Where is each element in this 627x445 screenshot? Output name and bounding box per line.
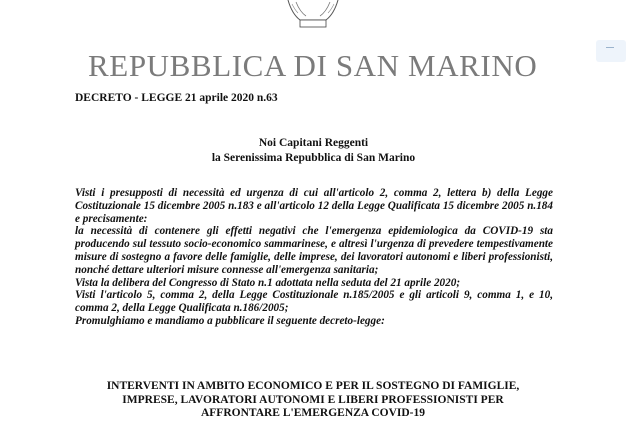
law-title-line: IMPRESE, LAVORATORI AUTONOMI E LIBERI PROFESSIONISTI PER <box>122 393 504 406</box>
reggenti-line-2: la Serenissima Repubblica di San Marino <box>211 152 416 164</box>
preamble-paragraph: la necessità di contenere gli effetti negativi che l'emergenza epidemiologica da COVID-19 sta producendo sul tessuto socio-economico sammarinese, e altresì l'urgenza di prevedere tempestivamente misure di sostegno a favore delle famiglie, delle imprese, dei lavoratori autonomi e liberi professionisti, nonché dettare ulteriori misure connesse all'emergenza sanitaria; <box>75 225 553 276</box>
law-title-line: INTERVENTI IN AMBITO ECONOMICO E PER IL SOSTEGNO DI FAMIGLIE, <box>106 380 520 392</box>
preamble-paragraph: Promulghiamo e mandiamo a pubblicare il seguente decreto-legge: <box>75 314 385 327</box>
decree-reference: DECRETO - LEGGE 21 aprile 2020 n.63 <box>75 92 278 104</box>
preamble-paragraph: Vista la delibera del Congresso di Stato n.1 adottata nella seduta del 21 aprile 2020; <box>75 276 461 289</box>
preamble-paragraph: Visti i presupposti di necessità ed urgenza di cui all'articolo 2, comma 2, lettera b) della Legge Costituzionale 15 dicembre 2005 n.183 e all'articolo 12 della Legge Qualificata 15 dicembre 2005 n.184 e precisamente: <box>75 187 553 225</box>
law-title <box>60 380 566 421</box>
law-title-line: AFFRONTARE L'EMERGENZA COVID-19 <box>200 407 426 419</box>
preamble-paragraph: Visti l'articolo 5, comma 2, della Legge Costituzionale n.185/2005 e gli articoli 9, comma 1, e 10, comma 2, della Legge Qualificata n.186/2005; <box>75 289 553 315</box>
coat-of-arms-emblem <box>278 0 348 30</box>
preamble-text <box>75 187 553 328</box>
side-toggle-button[interactable] <box>596 40 626 62</box>
reggenti-line-1: Noi Capitani Reggenti <box>258 137 369 149</box>
republic-title: REPUBBLICA DI SAN MARINO <box>88 48 538 83</box>
